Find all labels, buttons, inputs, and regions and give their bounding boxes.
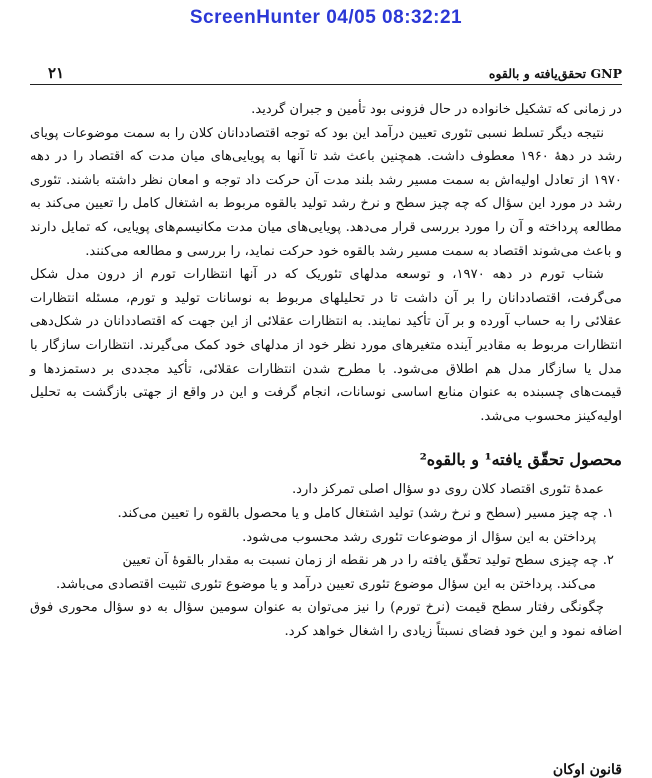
section-heading: محصول تحقّق یافته¹ و بالقوه² [419, 450, 622, 470]
page-body [30, 98, 622, 643]
paragraph-rational-expectations: شتاب تورم در دهه ۱۹۷۰، و توسعه مدلهای تئوریک که در آنها انتظارات تورم از درون مدل شکل می‌گرفت، اقتصاددانان را بر آن داشت تا در تحلیلهای مربوط به نوسانات تولید و تورم، مسئله انتظارات عقلائی را به حساب آورده و بر آن تأکید نمایند. به انتظارات عقلائی از این جهت که اقتصاددانان در شکل‌دهی انتظارات مربوط به مقادیر آینده متغیرهای مورد نظر خود از مدلهای خود کمک می‌گیرند. انتظارات سازگار با مدل یا سازگار مدل هم اطلاق می‌شود. با مطرح شدن انتظارات عقلائی، تأکید مجددی بر دستمزدها و قیمت‌های چسبنده به عنوان منابع اساسی نوسانات، انجام گرفت و این در واقع از جهتی بازگشت به تحلیل اولیه‌کینز محسوب می‌شد. [30, 267, 622, 424]
list-item-1-continuation: پرداختن به این سؤال از موضوعات تئوری رشد محسوب می‌شود. [242, 529, 596, 545]
list-item-1-first-line: ۱. چه چیز مسیر (سطح و نرخ رشد) تولید اشتغال کامل و یا محصول بالقوه را تعیین می‌کند. [117, 505, 614, 521]
paragraph-growth-theory: نتیجه دیگر تسلط نسبی تئوری تعیین درآمد این بود که توجه اقتصاددانان کلان را به سمت موضوعات پویای رشد در دههٔ ۱۹۶۰ معطوف داشت. همچنین باعث شد تا آنها به پویایی‌های میان مدت که اقتصاد را در دهه ۱۹۷۰ از تعادل اولیه‌اش به سمت مسیر رشد بلند مدت آن حرکت داد توجه و امعان نظر داشته باشند. تئوری رشد در مورد این سؤال که چه چیز سطح و نرخ رشد تولید بالقوه مربوط به اشتغال کامل را تعیین می‌کند به مطالعه پرداخته و آن را مورد بررسی قرار می‌دهد. پویایی‌های میان مدت مکانیسم‌های پویایی، که تمایل دارند و باعث می‌شوند اقتصاد به سمت مسیر رشد بالقوه خود حرکت نماید، را بررسی و مطالعه می‌کنند. [30, 125, 622, 259]
page-number: ۲۱ [48, 64, 65, 82]
next-heading-fragment: قانون اوکان [552, 762, 622, 778]
list-item-1 [30, 502, 622, 549]
paragraph-continuation: در زمانی که تشکیل خانواده در حال فزونی بود تأمین و جبران گردید. [251, 102, 622, 117]
section-intro: عمدهٔ تئوری اقتصاد کلان روی دو سؤال اصلی تمرکز دارد. [291, 482, 604, 498]
screenshot-watermark: ScreenHunter 04/05 08:32:21 [189, 7, 463, 28]
list-item-2 [30, 549, 622, 596]
closing-paragraph: چگونگی رفتار سطح قیمت (نرخ تورم) را نیز می‌توان به عنوان سومین سؤال به دو سؤال محوری فوق اضافه نمود و این خود فضای نسبتاً زیادی را اشغال خواهد کرد. [30, 600, 622, 639]
running-header-title: GNP تحقق‌یافته و بالقوه [488, 66, 622, 81]
list-item-2-first-line: ۲. چه چیزی سطح تولید تحقّق یافته را در هر نقطه از زمان نسبت به مقدار بالقوهٔ آن تعیین [122, 553, 614, 569]
list-item-2-continuation: می‌کند. پرداختن به این سؤال موضوع تئوری تعیین درآمد و یا موضوع تئوری تثبیت اقتصادی می‌باشد. [55, 576, 596, 592]
running-header [30, 64, 622, 85]
